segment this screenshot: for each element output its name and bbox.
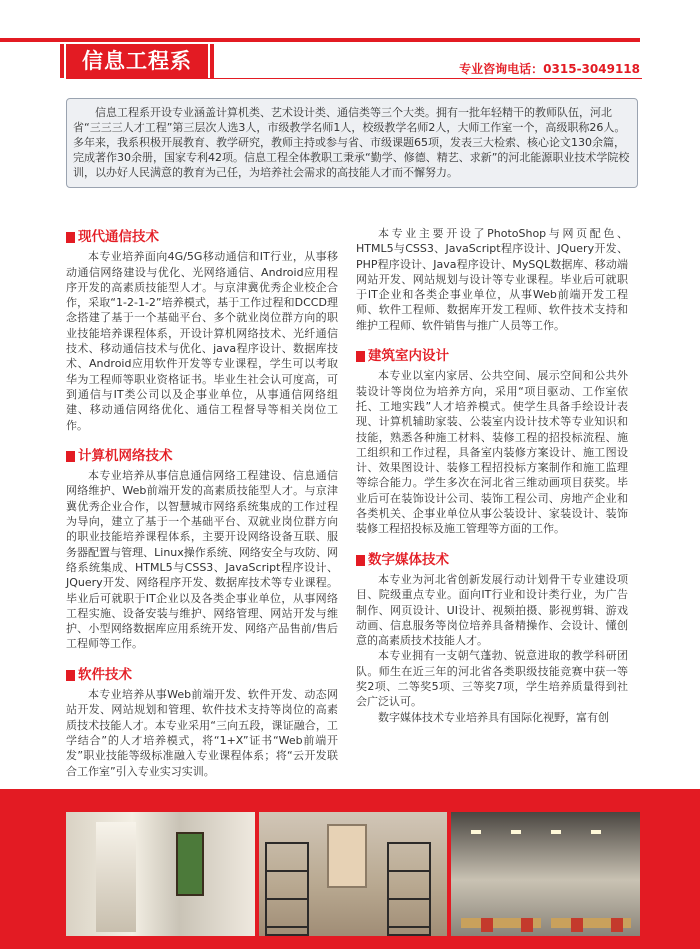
interior-paragraph: 本专业以室内家居、公共空间、展示空间和公共外装设计等岗位为培养方向，采用“项目驱动、工作室依托、工地实践”人才培养模式。使学生具备手绘设计表现、计算机辅助家装、公装室内设计技术等专业知识和技能，熟悉各种施工材料、装修工程的招投标流程、施工组织和工作过程，具备室内装修方案设计、施工图设计、效果图设计、装修工程招投标方案制作和施工监理等综合能力。学生多次在河北省三维动画项目获奖。毕业后可在装饰设计公司、装饰工程公司、房地产企业和各类机关、企事业单位从事公装设计、家装设计、装饰装修工程招投标及施工管理等方面的工作。 [356, 369, 628, 536]
page-title: 信息工程系 [66, 44, 208, 78]
section-title-media [356, 553, 628, 568]
section-title-interior [356, 349, 628, 364]
hotline-text: 专业咨询电话：0315-3049118 [459, 62, 640, 76]
title-rule [0, 38, 640, 42]
media-paragraph-2: 本专业拥有一支朝气蓬勃、锐意进取的教学科研团队。师生在近三年的河北省各类职级技能竞赛中获一等奖2项、二等奖5项、三等奖7项，学生培养质量得到社会广泛认可。 [356, 649, 628, 709]
section-title-text: 现代通信技术 [78, 229, 159, 245]
right-column [356, 226, 628, 725]
header-divider [66, 78, 642, 79]
software-paragraph-2: 本专业主要开设了PhotoShop与网页配色、HTML5与CSS3、JavaScript程序设计、JQuery开发、PHP程序设计、Java程序设计、MySQL数据库、移动端网站开发、网站规划与设计等专业课程。毕业后可就职于IT企业和各类企事业单位，从事Web前端开发工程师、软件工程师、数据库开发工程师、软件技术支持和维护工程师、软件销售与推广人员等工作。 [356, 227, 628, 332]
section-title-comm [66, 230, 338, 245]
section-title-text: 建筑室内设计 [368, 348, 449, 365]
section-title-network [66, 449, 338, 464]
network-paragraph: 本专业培养从事信息通信网络工程建设、信息通信网络维护、Web前端开发的高素质技能型人才。与京津冀优秀企业合作，以智慧城市网络系统集成的工作过程为导向，建立了基于一个基础平台、双就业岗位群方向的职业技能培养课程体系，主要开设网络设备互联、服务器配置与管理、Linux操作系统、网络安全与攻防、网络系统集成、HTML5与CSS3、JavaScript程序设计、JQuery开发、网络程序开发、数据库技术等专业课程。毕业后可就职于IT企业以及各类企事业单位，从事网络工程实施、设备安装与维护、网络管理、网站开发与维护、小型网络数据库应用系统开发、网络产品售前/售后工程师等工作。 [66, 469, 338, 651]
intro-box: 信息工程系开设专业涵盖计算机类、艺术设计类、通信类等三个大类。拥有一批年轻精干的教师队伍，河北省“三三三人才工程”第三层次人选3人，市级教学名师1人，校级教学名师2人，大师工作室一个，高级职称26人。多年来，我系积极开展教育、教学研究，教师主持或参与省、市级课题65项，发表三大检索、核心论文130余篇，完成著作30余册，国家专利42项。信息工程全体教职工秉承“勤学、修德、精艺、求新”的河北能源职业技术学院校训，以办好人民满意的教育为己任，为培养社会需求的高技能人才而不懈努力。 [66, 98, 638, 188]
left-column [66, 226, 338, 779]
section-title-text: 数字媒体技术 [368, 551, 449, 568]
media-paragraph-1: 本专业为河北省创新发展行动计划骨干专业建设项目、院级重点专业。面向IT行业和设计类行业，为广告制作、网页设计、UI设计、视频拍摄、影视剪辑、游戏动画、信息服务等岗位培养具备精操作、会设计、懂创意的高素质技术技能人才。 [356, 572, 628, 648]
comm-paragraph: 本专业培养面向4G/5G移动通信和IT行业，从事移动通信网络建设与优化、光网络通信、Android应用程序开发的高素质技能型人才。与京津冀优秀企业校企合作，采取“1-2-1-2”培养模式，基于工作过程和DCCD理念搭建了基于一个基础平台、多个就业岗位群方向的职业技能培养课程体系，开设计算机网络技术、光纤通信技术、移动通信技术与优化、java程序设计、数据库技术、Android应用软件开发等专业课程，学生可以考取华为工程师等职业资格证书。毕业生社会认可度高，可到通信与IT类公司以及企事业单位，从事通信网络组建、移动通信网络优化、通信工程督导等相关岗位工作。 [66, 250, 338, 432]
square-bullet-icon [66, 451, 75, 462]
square-bullet-icon [356, 351, 365, 362]
section-title-text: 软件技术 [78, 666, 132, 683]
photo-strip [66, 812, 640, 936]
corridor-photo [66, 812, 255, 936]
library-photo [451, 812, 640, 936]
square-bullet-icon [356, 555, 365, 566]
square-bullet-icon [66, 232, 75, 243]
software-paragraph-1: 本专业培养从事Web前端开发、软件开发、动态网站开发、网站规划和管理、软件技术支持等岗位的高素质技术技能人才。本专业采用“三向五段，课证融合，工学结合”的人才培养模式，将“1+X”证书“Web前端开发”职业技能等级标准融入专业课程体系；将“云开发联合工作室”引入专业实习实训。 [66, 688, 338, 778]
square-bullet-icon [66, 670, 75, 681]
media-paragraph-3: 数字媒体技术专业培养具有国际化视野，富有创 [378, 710, 609, 724]
section-title-text: 计算机网络技术 [78, 447, 173, 464]
header [0, 0, 700, 76]
dormitory-photo [259, 812, 448, 936]
section-title-software [66, 668, 338, 683]
